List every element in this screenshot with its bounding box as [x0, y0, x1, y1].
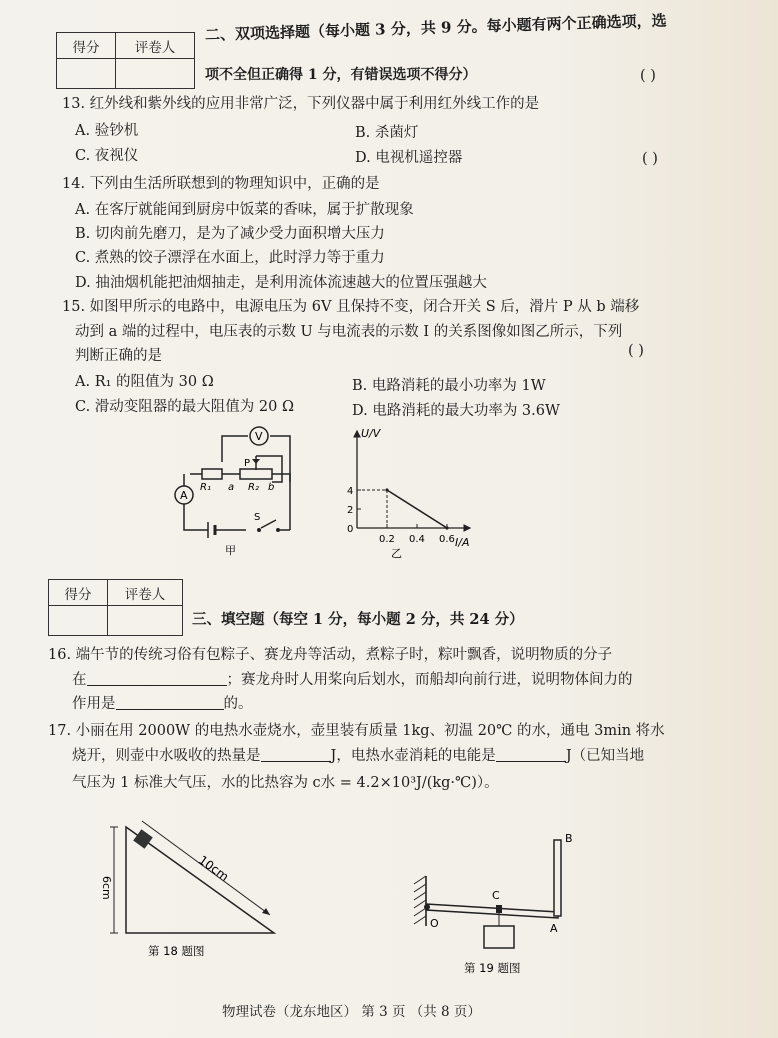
answer-paren-q13[interactable]: ( ): [640, 68, 656, 84]
figure-jia-caption: 甲: [225, 544, 236, 557]
section-3-header: 三、填空题（每空 1 分，每小题 2 分，共 24 分）: [192, 611, 524, 628]
q15-option-c[interactable]: C. 滑动变阻器的最大阻值为 20 Ω: [75, 399, 294, 415]
figure-18-incline: [100, 815, 290, 960]
length-10cm-label: 10cm: [195, 852, 232, 884]
q16-blank-2[interactable]: [116, 695, 224, 710]
x-tick-label: 0.6: [439, 534, 455, 545]
score-header: 得分: [57, 33, 116, 59]
score-cell[interactable]: [57, 59, 116, 89]
point-c-label: C: [492, 889, 500, 902]
q17-line3: 气压为 1 标准大气压，水的比热容为 c水 = 4.2×10³J/(kg·℃)）。: [72, 775, 499, 791]
q14-option-d[interactable]: D. 抽油烟机能把油烟抽走，是利用流体流速越大的位置压强越大: [75, 275, 487, 291]
switch-s-label: S: [254, 512, 261, 523]
q14-stem: 14. 下列由生活所联想到的物理知识中，正确的是: [62, 176, 380, 192]
voltmeter-label: V: [255, 430, 263, 443]
section-2-header-line1: 二、双项选择题（每小题 3 分，共 9 分。每小题有两个正确选项，选: [204, 11, 667, 44]
slider-p-label: P: [244, 458, 251, 469]
end-a-label: a: [228, 482, 235, 493]
data-point: [385, 488, 388, 491]
q17-line2: 烧开，则壶中水吸收的热量是 J，电热水壶消耗的电能是 J（已知当地: [72, 748, 645, 764]
q13-option-b[interactable]: B. 杀菌灯: [355, 125, 419, 141]
x-tick-label: 0.4: [409, 534, 425, 545]
y-axis-label: U/V: [361, 427, 381, 440]
r2-label: R₂: [248, 482, 259, 493]
circuit-diagram: [160, 420, 310, 560]
q17-blank-2[interactable]: [496, 747, 566, 762]
figure-yi-caption: 乙: [391, 547, 402, 560]
q16-line2: 在 ；赛龙舟时人用桨向后划水，而船却向前行进，说明物体间力的: [72, 672, 633, 688]
q16-blank-1[interactable]: [87, 671, 227, 686]
q14-option-c[interactable]: C. 煮熟的饺子漂浮在水面上，此时浮力等于重力: [75, 250, 385, 266]
q13-option-d[interactable]: D. 电视机遥控器: [355, 150, 463, 166]
section-2-header-line2: 项不全但正确得 1 分，有错误选项不得分）: [205, 67, 477, 83]
q14-option-a[interactable]: A. 在客厅就能闻到厨房中饭菜的香味，属于扩散现象: [75, 202, 414, 218]
end-b-label: b: [268, 482, 275, 493]
q15-line3: 判断正确的是: [75, 348, 162, 364]
q14-option-b[interactable]: B. 切肉前先磨刀，是为了减少受力面积增大压力: [75, 226, 385, 242]
q15-line2: 动到 a 端的过程中，电压表的示数 U 与电流表的示数 I 的关系图像如图乙所示，下列: [75, 324, 623, 340]
q16-line3: 作用是 的。: [72, 696, 253, 712]
ammeter-label: A: [180, 489, 188, 502]
figure-19-lever: [412, 826, 592, 981]
q15-option-a[interactable]: A. R₁ 的阻值为 30 Ω: [75, 374, 214, 390]
score-header-2: 得分: [49, 580, 108, 606]
point-b-label: B: [565, 832, 573, 845]
q13-stem: 13. 红外线和紫外线的应用非常广泛，下列仪器中属于利用红外线工作的是: [62, 96, 540, 112]
q17-blank-1[interactable]: [261, 747, 331, 762]
q13-option-a[interactable]: A. 验钞机: [75, 123, 139, 139]
q15-option-b[interactable]: B. 电路消耗的最小功率为 1W: [352, 378, 546, 394]
block: [133, 829, 153, 849]
figure-19-caption: 第 19 题图: [464, 961, 521, 975]
r1-label: R₁: [200, 482, 211, 493]
point-o-label: O: [430, 917, 439, 930]
q15-option-d[interactable]: D. 电路消耗的最大功率为 3.6W: [352, 403, 560, 419]
q16-line1: 16. 端午节的传统习俗有包粽子、赛龙舟等活动，煮粽子时，粽叶飘香，说明物质的分子: [48, 647, 613, 663]
score-cell-2[interactable]: [49, 606, 108, 636]
y-tick-label: 4: [347, 486, 354, 497]
hanging-weight: [484, 926, 514, 948]
lever-bar: [426, 904, 558, 918]
page-footer: 物理试卷（龙东地区） 第 3 页 （共 8 页）: [222, 1004, 481, 1020]
x-axis-label: I/A: [455, 536, 470, 549]
height-6cm-label: 6cm: [100, 876, 113, 900]
score-table-1: [56, 32, 195, 89]
q13-option-c[interactable]: C. 夜视仪: [75, 148, 139, 164]
grader-header: 评卷人: [116, 33, 195, 59]
answer-paren-q15[interactable]: ( ): [628, 343, 644, 359]
ui-graph: [325, 425, 485, 560]
series-line-segment: [387, 490, 447, 528]
figure-18-caption: 第 18 题图: [148, 944, 205, 958]
q15-line1: 15. 如图甲所示的电路中，电源电压为 6V 且保持不变，闭合开关 S 后，滑片 P 从 b 端移: [62, 299, 640, 315]
point-a-label: A: [550, 922, 558, 935]
grader-cell[interactable]: [116, 59, 195, 89]
y-tick-label: 0: [347, 524, 354, 535]
grader-cell-2[interactable]: [108, 606, 183, 636]
score-table-2: [48, 579, 183, 636]
q17-line1: 17. 小丽在用 2000W 的电热水壶烧水，壶里装有质量 1kg、初温 20℃ 的水，通电 3min 将水: [48, 723, 665, 739]
answer-paren-q14[interactable]: ( ): [642, 151, 658, 167]
grader-header-2: 评卷人: [108, 580, 183, 606]
y-tick-label: 2: [347, 505, 354, 516]
lever-arm-ab: [554, 840, 561, 916]
x-tick-label: 0.2: [379, 534, 395, 545]
